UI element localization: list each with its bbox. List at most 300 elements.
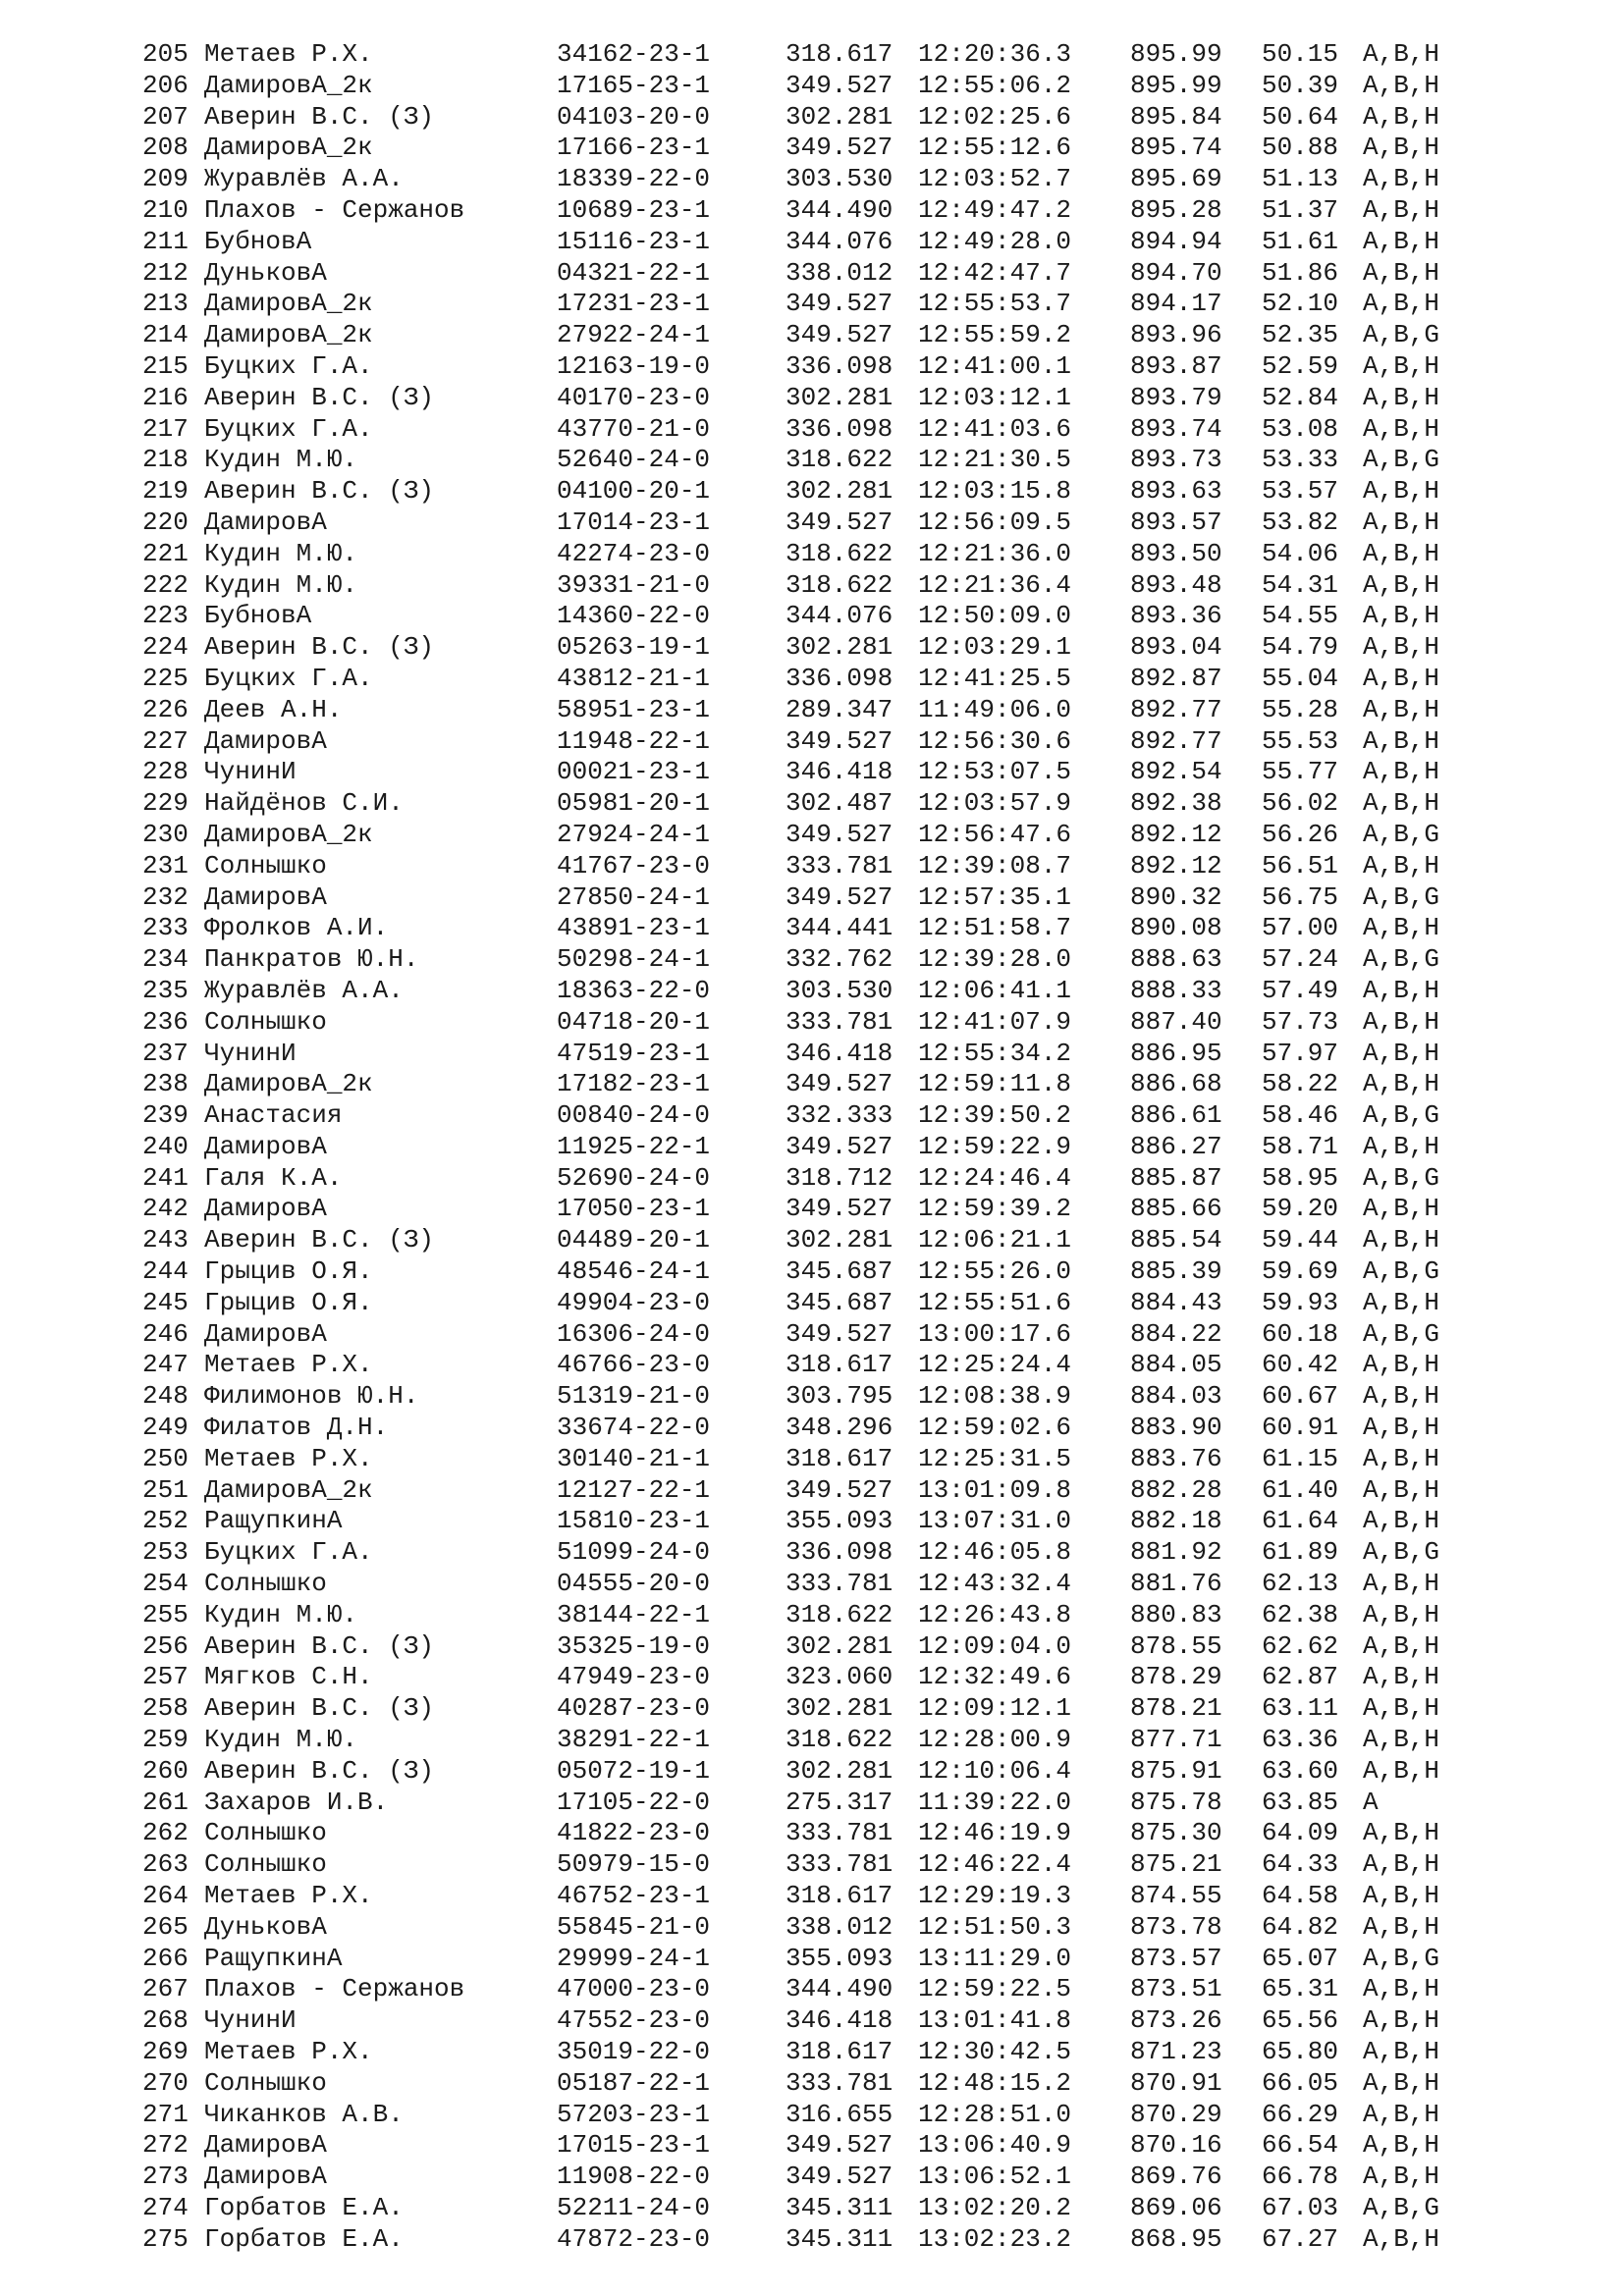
time-cell: 12:41:07.9 bbox=[918, 1006, 1072, 1037]
coef-cell: 59.44 bbox=[1262, 1225, 1339, 1255]
name-cell: ДамировА_2к bbox=[204, 133, 373, 163]
distance-cell: 355.093 bbox=[785, 1943, 893, 1973]
flags-cell: A,B,G bbox=[1363, 944, 1440, 975]
name-cell: ДамировА bbox=[204, 1131, 327, 1161]
speed-cell: 893.50 bbox=[1130, 538, 1222, 568]
distance-cell: 349.527 bbox=[785, 70, 893, 100]
ring-cell: 55845-21-0 bbox=[557, 1911, 711, 1942]
time-cell: 12:51:50.3 bbox=[918, 1911, 1072, 1942]
place-cell: 231 bbox=[142, 850, 189, 881]
ring-cell: 15810-23-1 bbox=[557, 1506, 711, 1536]
flags-cell: A,B,H bbox=[1363, 975, 1440, 1005]
coef-cell: 61.15 bbox=[1262, 1443, 1339, 1473]
distance-cell: 318.622 bbox=[785, 445, 893, 475]
distance-cell: 302.487 bbox=[785, 788, 893, 819]
table-row bbox=[142, 1693, 1537, 1725]
flags-cell: A,B,H bbox=[1363, 538, 1440, 568]
table-row bbox=[142, 1381, 1537, 1413]
speed-cell: 885.39 bbox=[1130, 1256, 1222, 1287]
speed-cell: 895.69 bbox=[1130, 164, 1222, 194]
time-cell: 12:26:43.8 bbox=[918, 1599, 1072, 1629]
coef-cell: 52.59 bbox=[1262, 350, 1339, 381]
coef-cell: 63.11 bbox=[1262, 1693, 1339, 1724]
name-cell: Аверин В.С. (З) bbox=[204, 632, 435, 663]
coef-cell: 60.42 bbox=[1262, 1350, 1339, 1380]
ring-cell: 17182-23-1 bbox=[557, 1069, 711, 1099]
coef-cell: 55.04 bbox=[1262, 663, 1339, 693]
ring-cell: 11948-22-1 bbox=[557, 725, 711, 756]
coef-cell: 53.33 bbox=[1262, 445, 1339, 475]
name-cell: Аверин В.С. (З) bbox=[204, 1755, 435, 1786]
distance-cell: 349.527 bbox=[785, 1474, 893, 1505]
coef-cell: 56.51 bbox=[1262, 850, 1339, 881]
speed-cell: 882.28 bbox=[1130, 1474, 1222, 1505]
flags-cell: A,B,H bbox=[1363, 569, 1440, 600]
flags-cell: A,B,H bbox=[1363, 1038, 1440, 1068]
name-cell: БубновА bbox=[204, 226, 312, 256]
coef-cell: 66.78 bbox=[1262, 2162, 1339, 2192]
table-row bbox=[142, 1881, 1537, 1912]
distance-cell: 349.527 bbox=[785, 725, 893, 756]
place-cell: 216 bbox=[142, 382, 189, 412]
coef-cell: 58.71 bbox=[1262, 1131, 1339, 1161]
distance-cell: 302.281 bbox=[785, 1225, 893, 1255]
table-row bbox=[142, 632, 1537, 664]
place-cell: 209 bbox=[142, 164, 189, 194]
table-row bbox=[142, 1974, 1537, 2005]
distance-cell: 302.281 bbox=[785, 1693, 893, 1724]
speed-cell: 893.04 bbox=[1130, 632, 1222, 663]
flags-cell: A bbox=[1363, 1787, 1379, 1817]
name-cell: ДуньковА bbox=[204, 1911, 327, 1942]
distance-cell: 318.617 bbox=[785, 39, 893, 69]
name-cell: Буцких Г.А. bbox=[204, 663, 373, 693]
coef-cell: 56.26 bbox=[1262, 819, 1339, 849]
name-cell: Захаров И.В. bbox=[204, 1787, 389, 1817]
ring-cell: 42274-23-0 bbox=[557, 538, 711, 568]
speed-cell: 870.29 bbox=[1130, 2099, 1222, 2129]
place-cell: 242 bbox=[142, 1194, 189, 1224]
table-row bbox=[142, 1569, 1537, 1600]
time-cell: 12:49:28.0 bbox=[918, 226, 1072, 256]
place-cell: 266 bbox=[142, 1943, 189, 1973]
flags-cell: A,B,H bbox=[1363, 1413, 1440, 1443]
flags-cell: A,B,H bbox=[1363, 164, 1440, 194]
time-cell: 13:01:09.8 bbox=[918, 1474, 1072, 1505]
table-row bbox=[142, 2224, 1537, 2256]
time-cell: 12:55:51.6 bbox=[918, 1287, 1072, 1317]
distance-cell: 349.527 bbox=[785, 881, 893, 912]
speed-cell: 886.61 bbox=[1130, 1100, 1222, 1131]
speed-cell: 893.36 bbox=[1130, 601, 1222, 631]
place-cell: 246 bbox=[142, 1318, 189, 1349]
table-row bbox=[142, 445, 1537, 476]
flags-cell: A,B,G bbox=[1363, 1256, 1440, 1287]
distance-cell: 318.617 bbox=[785, 1881, 893, 1911]
place-cell: 241 bbox=[142, 1162, 189, 1193]
ring-cell: 17050-23-1 bbox=[557, 1194, 711, 1224]
place-cell: 218 bbox=[142, 445, 189, 475]
coef-cell: 64.33 bbox=[1262, 1849, 1339, 1880]
speed-cell: 895.28 bbox=[1130, 194, 1222, 225]
flags-cell: A,B,G bbox=[1363, 1100, 1440, 1131]
speed-cell: 881.76 bbox=[1130, 1569, 1222, 1599]
name-cell: Кудин М.Ю. bbox=[204, 1599, 358, 1629]
speed-cell: 873.51 bbox=[1130, 1974, 1222, 2004]
distance-cell: 336.098 bbox=[785, 663, 893, 693]
flags-cell: A,B,H bbox=[1363, 413, 1440, 444]
speed-cell: 893.96 bbox=[1130, 320, 1222, 350]
name-cell: Плахов - Сержанов bbox=[204, 1974, 465, 2004]
coef-cell: 51.37 bbox=[1262, 194, 1339, 225]
distance-cell: 333.781 bbox=[785, 850, 893, 881]
speed-cell: 893.87 bbox=[1130, 350, 1222, 381]
table-row bbox=[142, 1039, 1537, 1070]
ring-cell: 18339-22-0 bbox=[557, 164, 711, 194]
table-row bbox=[142, 2037, 1537, 2068]
time-cell: 12:39:08.7 bbox=[918, 850, 1072, 881]
coef-cell: 57.00 bbox=[1262, 913, 1339, 943]
table-row bbox=[142, 507, 1537, 539]
coef-cell: 51.13 bbox=[1262, 164, 1339, 194]
table-row bbox=[142, 664, 1537, 695]
speed-cell: 895.84 bbox=[1130, 101, 1222, 132]
time-cell: 12:55:12.6 bbox=[918, 133, 1072, 163]
speed-cell: 893.79 bbox=[1130, 382, 1222, 412]
flags-cell: A,B,H bbox=[1363, 1881, 1440, 1911]
ring-cell: 50979-15-0 bbox=[557, 1849, 711, 1880]
ring-cell: 05187-22-1 bbox=[557, 2067, 711, 2098]
speed-cell: 893.63 bbox=[1130, 476, 1222, 507]
ring-cell: 04103-20-0 bbox=[557, 101, 711, 132]
distance-cell: 345.311 bbox=[785, 2223, 893, 2254]
table-row bbox=[142, 1506, 1537, 1537]
time-cell: 12:56:47.6 bbox=[918, 819, 1072, 849]
distance-cell: 349.527 bbox=[785, 2162, 893, 2192]
ring-cell: 05072-19-1 bbox=[557, 1755, 711, 1786]
time-cell: 12:10:06.4 bbox=[918, 1755, 1072, 1786]
ring-cell: 04100-20-1 bbox=[557, 476, 711, 507]
time-cell: 12:51:58.7 bbox=[918, 913, 1072, 943]
name-cell: Галя К.А. bbox=[204, 1162, 343, 1193]
flags-cell: A,B,H bbox=[1363, 1911, 1440, 1942]
speed-cell: 885.87 bbox=[1130, 1162, 1222, 1193]
time-cell: 12:43:32.4 bbox=[918, 1569, 1072, 1599]
table-row bbox=[142, 195, 1537, 227]
time-cell: 12:59:39.2 bbox=[918, 1194, 1072, 1224]
table-row bbox=[142, 164, 1537, 195]
flags-cell: A,B,H bbox=[1363, 2099, 1440, 2129]
speed-cell: 893.74 bbox=[1130, 413, 1222, 444]
distance-cell: 346.418 bbox=[785, 2005, 893, 2036]
flags-cell: A,B,H bbox=[1363, 1662, 1440, 1692]
distance-cell: 333.781 bbox=[785, 2067, 893, 2098]
table-row bbox=[142, 539, 1537, 570]
place-cell: 259 bbox=[142, 1725, 189, 1755]
speed-cell: 873.78 bbox=[1130, 1911, 1222, 1942]
flags-cell: A,B,G bbox=[1363, 819, 1440, 849]
table-row bbox=[142, 1475, 1537, 1507]
place-cell: 243 bbox=[142, 1225, 189, 1255]
table-row bbox=[142, 2162, 1537, 2193]
speed-cell: 875.21 bbox=[1130, 1849, 1222, 1880]
place-cell: 252 bbox=[142, 1506, 189, 1536]
name-cell: Анастасия bbox=[204, 1100, 343, 1131]
speed-cell: 875.30 bbox=[1130, 1818, 1222, 1848]
coef-cell: 58.95 bbox=[1262, 1162, 1339, 1193]
table-row bbox=[142, 258, 1537, 290]
distance-cell: 332.333 bbox=[785, 1100, 893, 1131]
table-row bbox=[142, 913, 1537, 944]
name-cell: ДамировА bbox=[204, 1318, 327, 1349]
name-cell: Аверин В.С. (З) bbox=[204, 1693, 435, 1724]
time-cell: 12:53:07.5 bbox=[918, 757, 1072, 787]
place-cell: 212 bbox=[142, 257, 189, 288]
table-row bbox=[142, 1100, 1537, 1132]
name-cell: Солнышко bbox=[204, 1006, 327, 1037]
name-cell: Горбатов Е.А. bbox=[204, 2192, 404, 2222]
name-cell: Горбатов Е.А. bbox=[204, 2223, 404, 2254]
coef-cell: 63.36 bbox=[1262, 1725, 1339, 1755]
flags-cell: A,B,H bbox=[1363, 663, 1440, 693]
coef-cell: 50.88 bbox=[1262, 133, 1339, 163]
table-row bbox=[142, 851, 1537, 882]
place-cell: 235 bbox=[142, 975, 189, 1005]
table-row bbox=[142, 2130, 1537, 2162]
place-cell: 213 bbox=[142, 289, 189, 319]
place-cell: 233 bbox=[142, 913, 189, 943]
speed-cell: 895.74 bbox=[1130, 133, 1222, 163]
time-cell: 12:09:04.0 bbox=[918, 1630, 1072, 1661]
name-cell: ДуньковА bbox=[204, 257, 327, 288]
coef-cell: 66.54 bbox=[1262, 2130, 1339, 2161]
time-cell: 12:50:09.0 bbox=[918, 601, 1072, 631]
time-cell: 12:41:03.6 bbox=[918, 413, 1072, 444]
coef-cell: 56.75 bbox=[1262, 881, 1339, 912]
ring-cell: 12127-22-1 bbox=[557, 1474, 711, 1505]
table-row bbox=[142, 820, 1537, 851]
name-cell: ЧунинИ bbox=[204, 1038, 297, 1068]
ring-cell: 05981-20-1 bbox=[557, 788, 711, 819]
time-cell: 13:06:52.1 bbox=[918, 2162, 1072, 2192]
ring-cell: 51099-24-0 bbox=[557, 1537, 711, 1568]
table-row bbox=[142, 1007, 1537, 1039]
name-cell: Солнышко bbox=[204, 1569, 327, 1599]
table-row bbox=[142, 289, 1537, 320]
coef-cell: 55.77 bbox=[1262, 757, 1339, 787]
ring-cell: 17165-23-1 bbox=[557, 70, 711, 100]
table-row bbox=[142, 351, 1537, 383]
distance-cell: 318.622 bbox=[785, 538, 893, 568]
ring-cell: 12163-19-0 bbox=[557, 350, 711, 381]
coef-cell: 59.93 bbox=[1262, 1287, 1339, 1317]
distance-cell: 346.418 bbox=[785, 757, 893, 787]
name-cell: Кудин М.Ю. bbox=[204, 1725, 358, 1755]
coef-cell: 50.39 bbox=[1262, 70, 1339, 100]
time-cell: 12:46:05.8 bbox=[918, 1537, 1072, 1568]
ring-cell: 29999-24-1 bbox=[557, 1943, 711, 1973]
place-cell: 250 bbox=[142, 1443, 189, 1473]
name-cell: ДамировА bbox=[204, 507, 327, 537]
speed-cell: 874.55 bbox=[1130, 1881, 1222, 1911]
coef-cell: 52.35 bbox=[1262, 320, 1339, 350]
coef-cell: 57.49 bbox=[1262, 975, 1339, 1005]
place-cell: 215 bbox=[142, 350, 189, 381]
flags-cell: A,B,H bbox=[1363, 1506, 1440, 1536]
ring-cell: 57203-23-1 bbox=[557, 2099, 711, 2129]
speed-cell: 873.57 bbox=[1130, 1943, 1222, 1973]
flags-cell: A,B,G bbox=[1363, 1162, 1440, 1193]
coef-cell: 58.22 bbox=[1262, 1069, 1339, 1099]
speed-cell: 892.12 bbox=[1130, 819, 1222, 849]
table-row bbox=[142, 1849, 1537, 1881]
distance-cell: 318.622 bbox=[785, 569, 893, 600]
time-cell: 12:21:36.0 bbox=[918, 538, 1072, 568]
place-cell: 253 bbox=[142, 1537, 189, 1568]
place-cell: 240 bbox=[142, 1131, 189, 1161]
flags-cell: A,B,H bbox=[1363, 257, 1440, 288]
place-cell: 256 bbox=[142, 1630, 189, 1661]
name-cell: ДамировА_2к bbox=[204, 1069, 373, 1099]
flags-cell: A,B,H bbox=[1363, 226, 1440, 256]
table-row bbox=[142, 320, 1537, 351]
time-cell: 12:59:22.5 bbox=[918, 1974, 1072, 2004]
coef-cell: 66.29 bbox=[1262, 2099, 1339, 2129]
place-cell: 214 bbox=[142, 320, 189, 350]
coef-cell: 57.97 bbox=[1262, 1038, 1339, 1068]
distance-cell: 338.012 bbox=[785, 1911, 893, 1942]
ring-cell: 52690-24-0 bbox=[557, 1162, 711, 1193]
name-cell: Аверин В.С. (З) bbox=[204, 1225, 435, 1255]
coef-cell: 62.62 bbox=[1262, 1630, 1339, 1661]
speed-cell: 885.54 bbox=[1130, 1225, 1222, 1255]
time-cell: 12:41:00.1 bbox=[918, 350, 1072, 381]
time-cell: 12:02:25.6 bbox=[918, 101, 1072, 132]
distance-cell: 316.655 bbox=[785, 2099, 893, 2129]
speed-cell: 892.54 bbox=[1130, 757, 1222, 787]
place-cell: 232 bbox=[142, 881, 189, 912]
place-cell: 268 bbox=[142, 2005, 189, 2036]
distance-cell: 349.527 bbox=[785, 507, 893, 537]
ring-cell: 17014-23-1 bbox=[557, 507, 711, 537]
distance-cell: 344.490 bbox=[785, 1974, 893, 2004]
speed-cell: 892.77 bbox=[1130, 725, 1222, 756]
time-cell: 13:11:29.0 bbox=[918, 1943, 1072, 1973]
name-cell: ДамировА bbox=[204, 881, 327, 912]
place-cell: 248 bbox=[142, 1381, 189, 1412]
time-cell: 12:25:24.4 bbox=[918, 1350, 1072, 1380]
time-cell: 13:02:20.2 bbox=[918, 2192, 1072, 2222]
time-cell: 11:39:22.0 bbox=[918, 1787, 1072, 1817]
time-cell: 12:56:30.6 bbox=[918, 725, 1072, 756]
place-cell: 237 bbox=[142, 1038, 189, 1068]
time-cell: 12:28:51.0 bbox=[918, 2099, 1072, 2129]
distance-cell: 349.527 bbox=[785, 133, 893, 163]
speed-cell: 893.57 bbox=[1130, 507, 1222, 537]
table-row bbox=[142, 788, 1537, 820]
coef-cell: 61.64 bbox=[1262, 1506, 1339, 1536]
flags-cell: A,B,H bbox=[1363, 1194, 1440, 1224]
name-cell: ДамировА bbox=[204, 2162, 327, 2192]
flags-cell: A,B,H bbox=[1363, 1755, 1440, 1786]
flags-cell: A,B,H bbox=[1363, 1443, 1440, 1473]
flags-cell: A,B,H bbox=[1363, 1006, 1440, 1037]
name-cell: Журавлёв А.А. bbox=[204, 975, 404, 1005]
distance-cell: 336.098 bbox=[785, 1537, 893, 1568]
ring-cell: 51319-21-0 bbox=[557, 1381, 711, 1412]
ring-cell: 17015-23-1 bbox=[557, 2130, 711, 2161]
distance-cell: 333.781 bbox=[785, 1818, 893, 1848]
flags-cell: A,B,H bbox=[1363, 2130, 1440, 2161]
distance-cell: 333.781 bbox=[785, 1006, 893, 1037]
place-cell: 261 bbox=[142, 1787, 189, 1817]
coef-cell: 54.06 bbox=[1262, 538, 1339, 568]
distance-cell: 303.530 bbox=[785, 164, 893, 194]
name-cell: ДамировА bbox=[204, 2130, 327, 2161]
time-cell: 12:09:12.1 bbox=[918, 1693, 1072, 1724]
flags-cell: A,B,H bbox=[1363, 1974, 1440, 2004]
time-cell: 12:41:25.5 bbox=[918, 663, 1072, 693]
table-row bbox=[142, 1912, 1537, 1944]
distance-cell: 318.617 bbox=[785, 2037, 893, 2066]
flags-cell: A,B,H bbox=[1363, 1225, 1440, 1255]
speed-cell: 878.21 bbox=[1130, 1693, 1222, 1724]
place-cell: 211 bbox=[142, 226, 189, 256]
time-cell: 13:06:40.9 bbox=[918, 2130, 1072, 2161]
flags-cell: A,B,H bbox=[1363, 2037, 1440, 2066]
coef-cell: 59.20 bbox=[1262, 1194, 1339, 1224]
distance-cell: 344.490 bbox=[785, 194, 893, 225]
place-cell: 270 bbox=[142, 2067, 189, 2098]
time-cell: 12:25:31.5 bbox=[918, 1443, 1072, 1473]
time-cell: 12:39:28.0 bbox=[918, 944, 1072, 975]
ring-cell: 43812-21-1 bbox=[557, 663, 711, 693]
place-cell: 272 bbox=[142, 2130, 189, 2161]
flags-cell: A,B,H bbox=[1363, 101, 1440, 132]
speed-cell: 887.40 bbox=[1130, 1006, 1222, 1037]
flags-cell: A,B,G bbox=[1363, 1943, 1440, 1973]
distance-cell: 338.012 bbox=[785, 257, 893, 288]
coef-cell: 62.38 bbox=[1262, 1599, 1339, 1629]
time-cell: 12:59:11.8 bbox=[918, 1069, 1072, 1099]
ring-cell: 50298-24-1 bbox=[557, 944, 711, 975]
name-cell: Мягков С.Н. bbox=[204, 1662, 373, 1692]
flags-cell: A,B,H bbox=[1363, 39, 1440, 69]
coef-cell: 61.40 bbox=[1262, 1474, 1339, 1505]
ring-cell: 40287-23-0 bbox=[557, 1693, 711, 1724]
distance-cell: 302.281 bbox=[785, 1755, 893, 1786]
coef-cell: 63.85 bbox=[1262, 1787, 1339, 1817]
place-cell: 225 bbox=[142, 663, 189, 693]
table-row bbox=[142, 1662, 1537, 1693]
table-row bbox=[142, 1725, 1537, 1756]
place-cell: 263 bbox=[142, 1849, 189, 1880]
coef-cell: 51.86 bbox=[1262, 257, 1339, 288]
flags-cell: A,B,H bbox=[1363, 1474, 1440, 1505]
place-cell: 221 bbox=[142, 538, 189, 568]
ring-cell: 47872-23-0 bbox=[557, 2223, 711, 2254]
table-row bbox=[142, 1788, 1537, 1819]
speed-cell: 890.08 bbox=[1130, 913, 1222, 943]
distance-cell: 318.617 bbox=[785, 1350, 893, 1380]
place-cell: 219 bbox=[142, 476, 189, 507]
table-row bbox=[142, 601, 1537, 632]
place-cell: 271 bbox=[142, 2099, 189, 2129]
table-row bbox=[142, 976, 1537, 1007]
table-row bbox=[142, 1163, 1537, 1195]
place-cell: 267 bbox=[142, 1974, 189, 2004]
table-row bbox=[142, 1413, 1537, 1444]
